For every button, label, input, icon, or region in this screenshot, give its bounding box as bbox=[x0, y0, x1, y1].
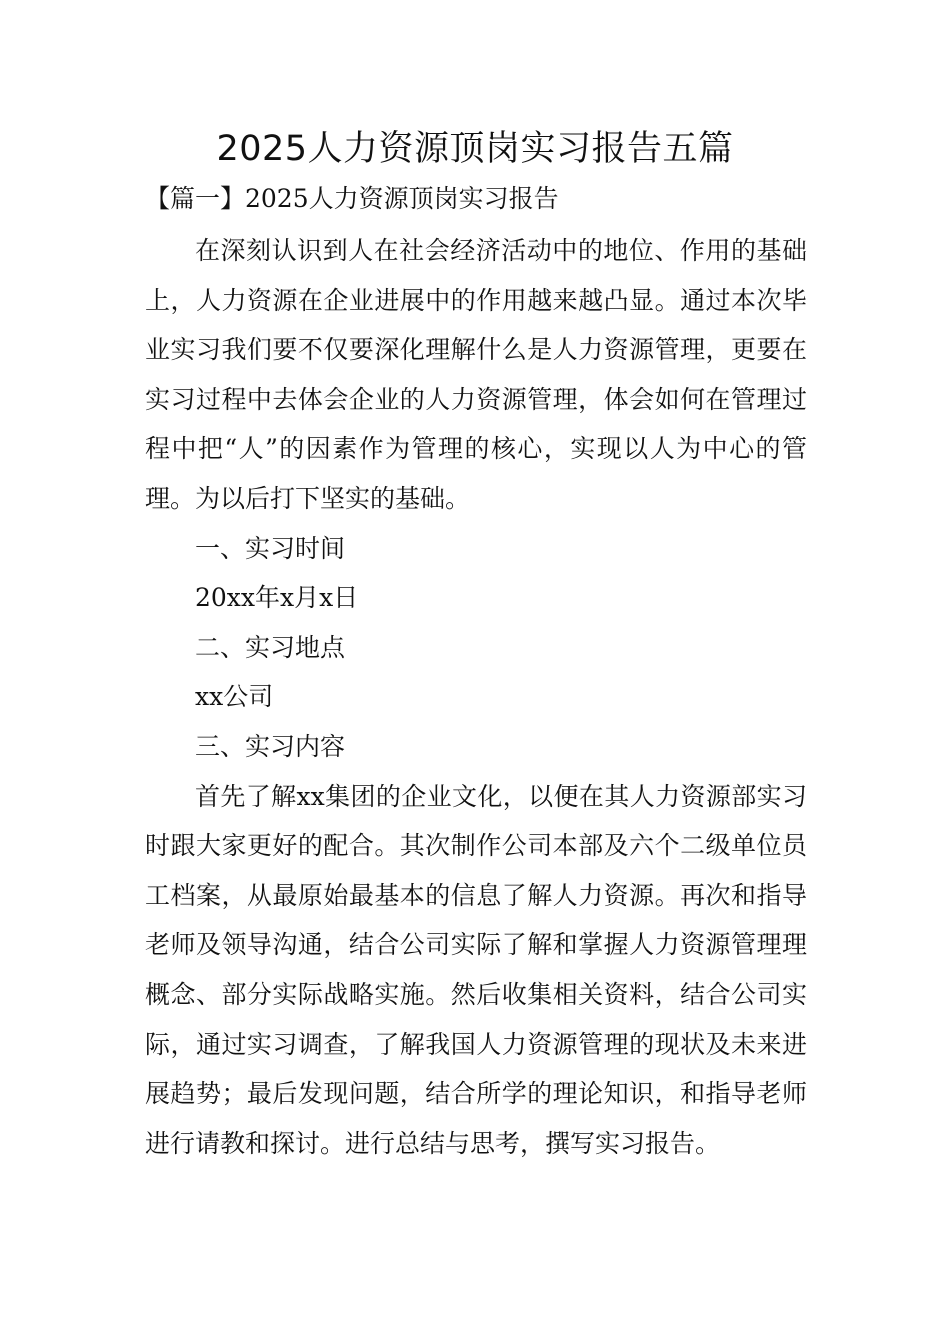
section-heading: 【篇一】2025人力资源顶岗实习报告 bbox=[145, 184, 559, 213]
paragraph-content: 首先了解xx集团的企业文化，以便在其人力资源部实习时跟大家更好的配合。其次制作公司本部及六个二级单位员工档案，从最原始最基本的信息了解人力资源。再次和指导老师及领导沟通，结合公司实际了解和掌握人力资源管理理概念、部分实际战略实施。然后收集相关资料，结合公司实际，通过实习调查，了解我国人力资源管理的现状及未来进展趋势；最后发现问题，结合所学的理论知识，和指导老师进行请教和探讨。进行总结与思考，撰写实习报告。 bbox=[145, 781, 807, 1158]
paragraph-location-value: xx公司 bbox=[195, 682, 274, 712]
paragraph-heading-location: 二、实习地点 bbox=[195, 632, 346, 662]
paragraph-time-value: 20xx年x月x日 bbox=[195, 583, 359, 613]
paragraph-heading-content: 三、实习内容 bbox=[195, 731, 346, 761]
document-title: 2025人力资源顶岗实习报告五篇 bbox=[216, 129, 734, 169]
document-body bbox=[145, 226, 807, 1168]
paragraph-intro: 在深刻认识到人在社会经济活动中的地位、作用的基础上，人力资源在企业进展中的作用越来越凸显。通过本次毕业实习我们要不仅要深化理解什么是人力资源管理，更要在实习过程中去体会企业的人力资源管理，体会如何在管理过程中把“人”的因素作为管理的核心，实现以人为中心的管理。为以后打下坚实的基础。 bbox=[145, 236, 807, 513]
paragraph-heading-time: 一、实习时间 bbox=[195, 533, 346, 563]
